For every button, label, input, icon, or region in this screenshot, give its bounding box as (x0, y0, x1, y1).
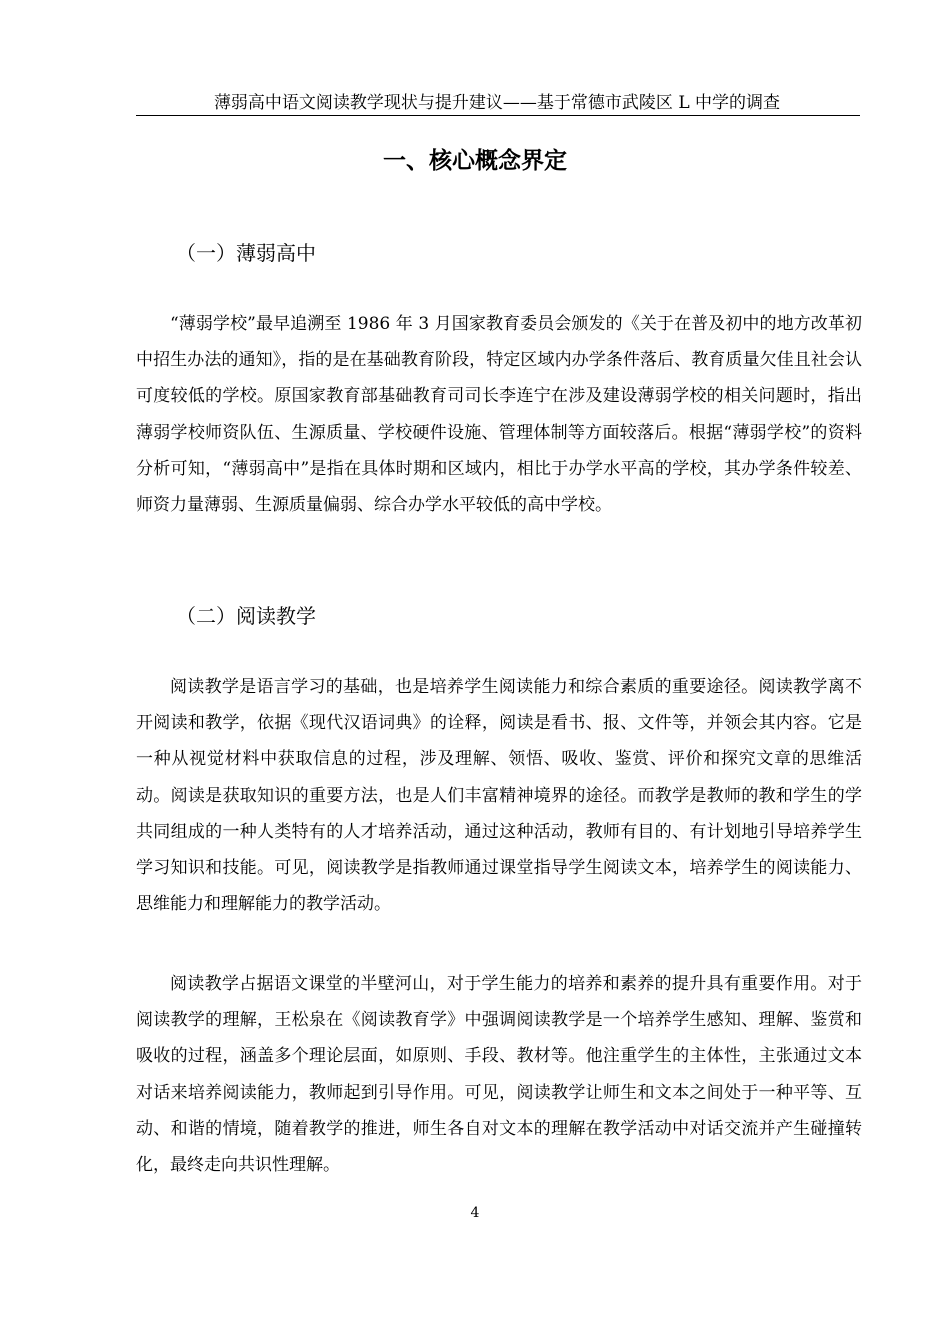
page-number: 4 (470, 1205, 480, 1221)
paragraph-weak-high-school: “薄弱学校”最早追溯至 1986 年 3 月国家教育委员会颁发的《关于在普及初中的地方改革初中招生办法的通知》，指的是在基础教育阶段，特定区域内办学条件落后、教育质量欠佳且社会认可度较低的学校。原国家教育部基础教育司司长李连宁在涉及建设薄弱学校的相关问题时，指出薄弱学校师资队伍、生源质量、学校硬件设施、管理体制等方面较落后。根据“薄弱学校”的资料分析可知，“薄弱高中”是指在具体时期和区域内，相比于办学水平高的学校，其办学条件较差、师资力量薄弱、生源质量偏弱、综合办学水平较低的高中学校。 (136, 314, 862, 516)
chapter-title: 一、核心概念界定 (383, 148, 567, 174)
header-rule (136, 115, 860, 116)
paragraph-reading-teaching-1: 阅读教学是语言学习的基础，也是培养学生阅读能力和综合素质的重要途径。阅读教学离不开阅读和教学，依据《现代汉语词典》的诠释，阅读是看书、报、文件等，并领会其内容。它是一种从视觉材料中获取信息的过程，涉及理解、领悟、吸收、鉴赏、评价和探究文章的思维活动。阅读是获取知识的重要方法，也是人们丰富精神境界的途径。而教学是教师的教和学生的学共同组成的一种人类特有的人才培养活动，通过这种活动，教师有目的、有计划地引导培养学生学习知识和技能。可见，阅读教学是指教师通过课堂指导学生阅读文本，培养学生的阅读能力、思维能力和理解能力的教学活动。 (136, 677, 862, 915)
section-heading-weak-high-school: （一）薄弱高中 (176, 241, 316, 265)
section-heading-reading-teaching: （二）阅读教学 (176, 604, 316, 628)
running-header: 薄弱高中语文阅读教学现状与提升建议——基于常德市武陵区 L 中学的调查 (213, 93, 781, 113)
paragraph-reading-teaching-2: 阅读教学占据语文课堂的半壁河山，对于学生能力的培养和素养的提升具有重要作用。对于阅读教学的理解，王松泉在《阅读教育学》中强调阅读教学是一个培养学生感知、理解、鉴赏和吸收的过程，涵盖多个理论层面，如原则、手段、教材等。他注重学生的主体性，主张通过文本对话来培养阅读能力，教师起到引导作用。可见，阅读教学让师生和文本之间处于一种平等、互动、和谐的情境，随着教学的推进，师生各自对文本的理解在教学活动中对话交流并产生碰撞转化，最终走向共识性理解。 (136, 974, 862, 1176)
